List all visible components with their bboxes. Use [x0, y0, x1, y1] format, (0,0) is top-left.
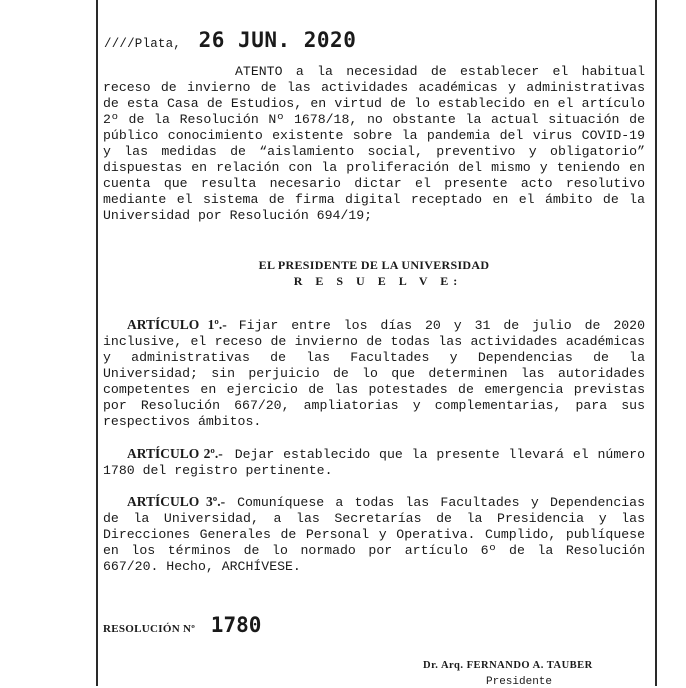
article-1-label: ARTÍCULO 1º.-: [127, 317, 227, 332]
page-border-left: [96, 0, 98, 686]
article-1-text: Fijar entre los días 20 y 31 de julio de 2020 inclusive, el receso de invierno de todas las actividades académicas y administrativas de las Facultades y Dependencias de la Universidad; sin perjuicio de lo que determinen las autoridades competentes en ejercicio de las potestades de emergencia previstas por Resolución 667/20, ampliatorias y complementarias, para sus respectivos ámbitos.: [103, 318, 645, 429]
signer-role: Presidente: [486, 676, 553, 688]
document-header: [104, 28, 356, 52]
article-2: [103, 446, 645, 479]
article-3: [103, 494, 645, 575]
article-2-text: Dejar establecido que la presente llevará el número 1780 del registro pertinente.: [103, 447, 645, 478]
document-date: 26 JUN. 2020: [198, 28, 357, 52]
city-prefix: ////Plata,: [104, 37, 182, 51]
resuelve-heading: R E S U E L V E:: [293, 274, 463, 288]
resolution-number: 1780: [210, 613, 262, 637]
article-2-label: ARTÍCULO 2º.-: [127, 446, 223, 461]
article-3-text: Comuníquese a todas las Facultades y Dependencias de la Universidad, a las Secretarías de la Presidencia y las Direcciones Generales de Personal y Operativa. Cumplido, publíquese en los términos de lo normado por artículo 6º de la Resolución 667/20. Hecho, ARCHÍVESE.: [103, 495, 645, 574]
article-3-label: ARTÍCULO 3º.-: [127, 494, 226, 509]
resolution-label: RESOLUCIÓN Nº: [103, 623, 196, 635]
article-1: [103, 317, 645, 430]
resolution-title: [103, 257, 645, 289]
signer-name: Dr. Arq. FERNANDO A. TAUBER: [423, 660, 593, 671]
president-heading: EL PRESIDENTE DE LA UNIVERSIDAD: [258, 258, 490, 272]
page-border-right: [655, 0, 657, 686]
resolution-number-line: [103, 613, 261, 637]
considerando-paragraph: ATENTO a la necesidad de establecer el habitual receso de invierno de las actividades académicas y administrativas de esta Casa de Estudios, en virtud de lo establecido en el artículo 2º de la Resolución Nº 1678/18, no obstante la actual situación de público conocimiento existente sobre la pandemia del virus COVID-19 y las medidas de “aislamiento social, preventivo y obligatorio” dispuestas en relación con la proliferación del mismo y teniendo en cuenta que resulta necesario dictar el presente acto resolutivo mediante el sistema de firma digital receptado en el ámbito de la Universidad por Resolución 694/19;: [103, 64, 645, 223]
